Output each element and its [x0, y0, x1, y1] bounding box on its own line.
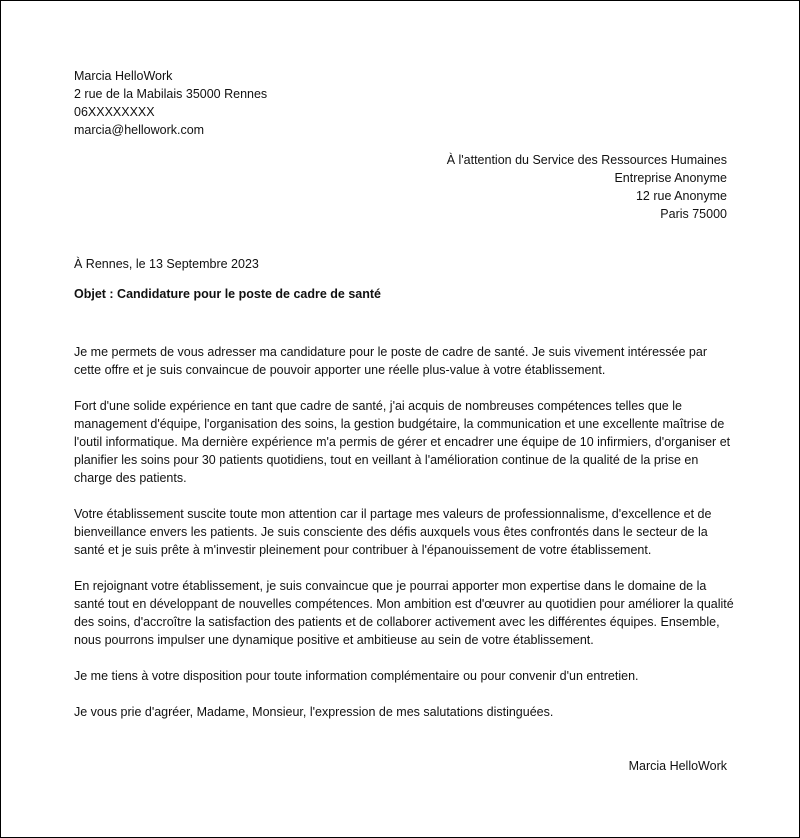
sender-name: Marcia HelloWork: [74, 69, 173, 83]
body-paragraph: Je me permets de vous adresser ma candidature pour le poste de cadre de santé. Je suis vivement intéressée par cette offre et je suis convaincue de pouvoir apporter une réelle plus-value à votre établissement.: [74, 345, 707, 377]
letter-body: [74, 343, 734, 739]
closing-paragraph: Je vous prie d'agréer, Madame, Monsieur, l'expression de mes salutations distinguées.: [74, 705, 554, 719]
recipient-street: 12 rue Anonyme: [635, 189, 727, 203]
sender-phone: 06XXXXXXXX: [74, 105, 155, 119]
recipient-city: Paris 75000: [660, 207, 727, 221]
sender-address: 2 rue de la Mabilais 35000 Rennes: [74, 87, 268, 101]
sender-email: marcia@hellowork.com: [74, 123, 205, 137]
body-paragraph: Votre établissement suscite toute mon attention car il partage mes valeurs de professionnalisme, d'excellence et de bienveillance envers les patients. Je suis consciente des défis auxquels vous êtes confrontés dans le secteur de la santé et je suis prête à m'investir pleinement pour contribuer à l'épanouissement de votre établissement.: [74, 507, 712, 557]
recipient-company: Entreprise Anonyme: [614, 171, 727, 185]
subject-line: Objet : Candidature pour le poste de cadre de santé: [74, 287, 382, 301]
body-paragraph: Je me tiens à votre disposition pour toute information complémentaire ou pour convenir d'un entretien.: [74, 669, 639, 683]
sender-block: [74, 67, 267, 139]
body-paragraph: En rejoignant votre établissement, je suis convaincue que je pourrai apporter mon expertise dans le domaine de la santé tout en développant de nouvelles compétences. Mon ambition est d'œuvrer au quotidien pour améliorer la qualité des soins, d'accroître la satisfaction des patients et de collaborer activement avec les différentes équipes. Ensemble, nous pourrons impulser une dynamique positive et ambitieuse au sein de votre établissement.: [74, 579, 734, 647]
recipient-block: [447, 151, 727, 223]
signature: Marcia HelloWork: [628, 759, 727, 773]
place-date: À Rennes, le 13 Septembre 2023: [74, 257, 259, 271]
recipient-attention: À l'attention du Service des Ressources Humaines: [446, 153, 727, 167]
body-paragraph: Fort d'une solide expérience en tant que cadre de santé, j'ai acquis de nombreuses compétences telles que le management d'équipe, l'organisation des soins, la gestion budgétaire, la communication et une excellente maîtrise de l'outil informatique. Ma dernière expérience m'a permis de gérer et encadrer une équipe de 10 infirmiers, d'organiser et planifier les soins pour 30 patients quotidiens, tout en veillant à l'amélioration continue de la qualité de la prise en charge des patients.: [74, 399, 731, 485]
